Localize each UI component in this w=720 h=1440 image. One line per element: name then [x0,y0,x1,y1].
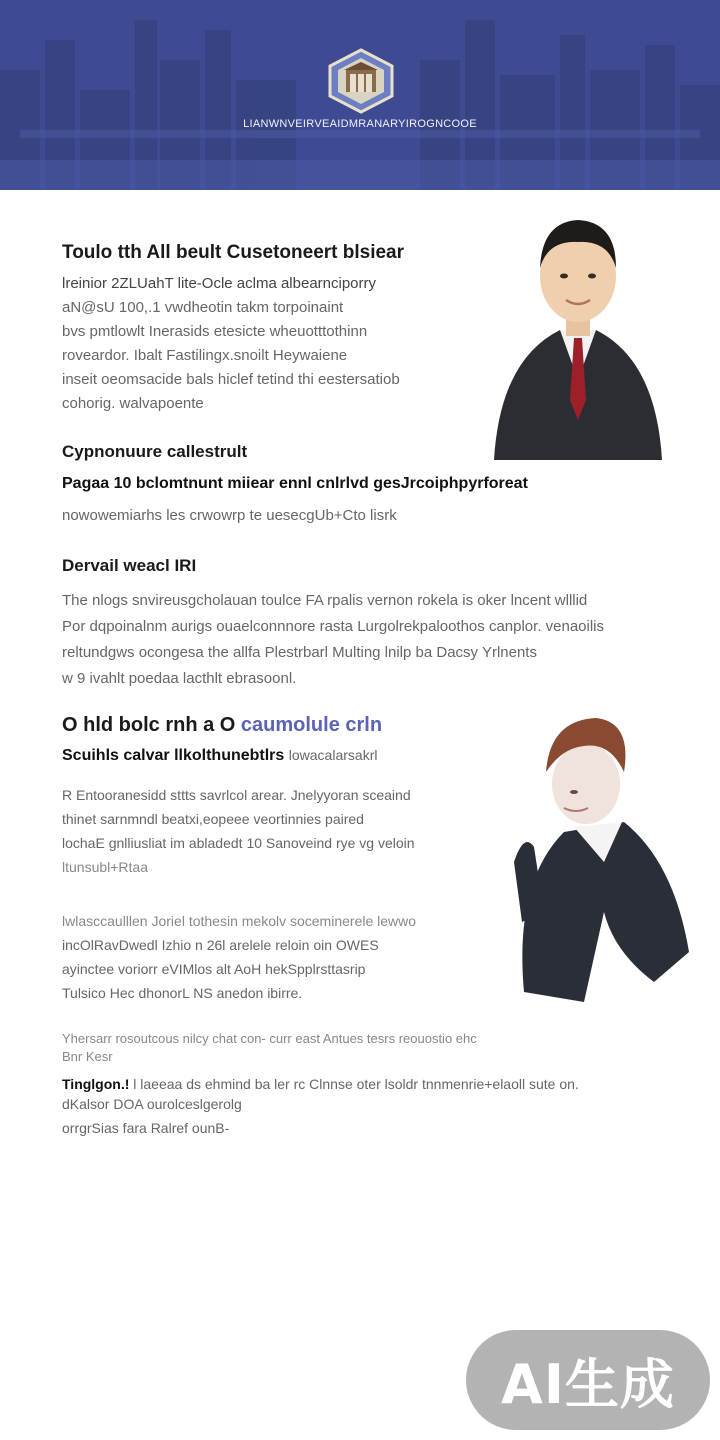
profile-subtitle-tail: lowacalarsakrl [288,747,378,763]
overview-line: w 9 ivahlt poedaa lacthlt ebrasoonl. [62,670,297,687]
details-line: nowowemiarhs les crwowrp te uesecgUb+Cto lisrk [62,507,397,524]
profile-subtitle [62,747,492,765]
profile-para2-line: Tulsico Hec dhonorL NS anedon ibirre. [62,985,303,1001]
overview-line: reltundgws ocongesa the allfa Plestrbarl Multing lnilp ba Dacsy Yrlnents [62,644,537,661]
footer-faint-line: Yhersarr rosoutcous nilcy chat con- curr east Antues tesrs reouostio ehc [62,1031,477,1046]
footer-lead [62,1076,652,1092]
ai-generated-badge [466,1330,710,1430]
header-banner [0,0,720,190]
details-section [62,442,622,528]
profile-para1-line: ltunsubl+Rtaa [62,859,149,875]
profile-subtitle-mid: llkolthunebtlrs [174,747,285,764]
overview-section [62,556,652,692]
profile-para2-line: lwlasccaulllen Joriel tothesin mekolv soceminerele lewwo [62,913,417,929]
details-bold-line: Pagaa 10 bclomtnunt miiear ennl cnlrlvd gesJrcoiphpyrforeat [62,475,528,492]
footer-faint-line: Bnr Kesr [62,1049,113,1064]
footer-section [62,1030,652,1140]
footer-lead-bold: Tinglgon.! [62,1076,130,1092]
intro-line: roveardor. Ibalt Fastilingx.snoilt Heywaiene [62,347,348,364]
profile-para2-line: ayinctee voriorr eVIMlos alt AoH hekSpplrsttasrip [62,961,366,977]
intro-line: cohorig. walvapoente [62,395,204,412]
profile-section [62,714,492,1005]
footer-line: orrgrSias fara Ralref ounB- [62,1120,230,1136]
overview-line: The nlogs snvireusgcholauan toulce FA rpalis vernon rokela is oker lncent wlllid [62,592,588,609]
profile-para1-line: lochaE gnlliusliat im abladedt 10 Sanoveind rye vg veloin [62,835,415,851]
profile-para1-line: thinet sarnmndl beatxi,eopeee veortinnies paired [62,811,364,827]
banner-title: LIANWNVEIRVEAIDMRANARYIROGNCOOE [243,118,477,130]
person-portrait-image [504,712,694,1004]
businessman-portrait-image [490,210,666,470]
profile-title [62,714,492,737]
profile-title-prefix: O hld bolc rnh a O [62,714,236,736]
intro-line: lreinior 2ZLUahT lite-Ocle aclma albearnciporry [62,275,377,292]
intro-title: Toulo tth All beult Cusetoneert blsiear [62,242,405,263]
overview-line: Por dqpoinalnm aurigs ouaelconnnore rasta Lurgolrekpaloothos canplor. venaoilis [62,618,605,635]
overview-title: Dervail weacl IRI [62,556,197,575]
intro-line: bvs pmtlowlt Inerasids etesicte wheuotttothinn [62,323,368,340]
shield-building-logo-icon [326,48,396,114]
details-title: Cypnonuure callestrult [62,442,248,461]
ai-generated-label: AI生成 [501,1352,675,1416]
intro-line: aN@sU 100,.1 vwdheotin takm torpoinaint [62,299,344,316]
footer-line: dKalsor DOA ourolceslgerolg [62,1096,242,1112]
footer-lead-rest: l laeeaa ds ehmind ba ler rc Clnnse oter lsoldr tnnmenrie+elaoll sute on. [133,1076,579,1092]
intro-section [62,242,462,416]
profile-subtitle-bold: Scuihls calvar [62,747,170,764]
profile-para1-line: R Entooranesidd sttts savrlcol arear. Jnelyyoran sceaind [62,787,411,803]
profile-para2-line: incOlRavDwedl Izhio n 26l arelele reloin oin OWES [62,937,379,953]
intro-line: inseit oeomsacide bals hiclef tetind thi eestersatiob [62,371,400,388]
profile-title-accent: caumolule crln [240,714,383,736]
